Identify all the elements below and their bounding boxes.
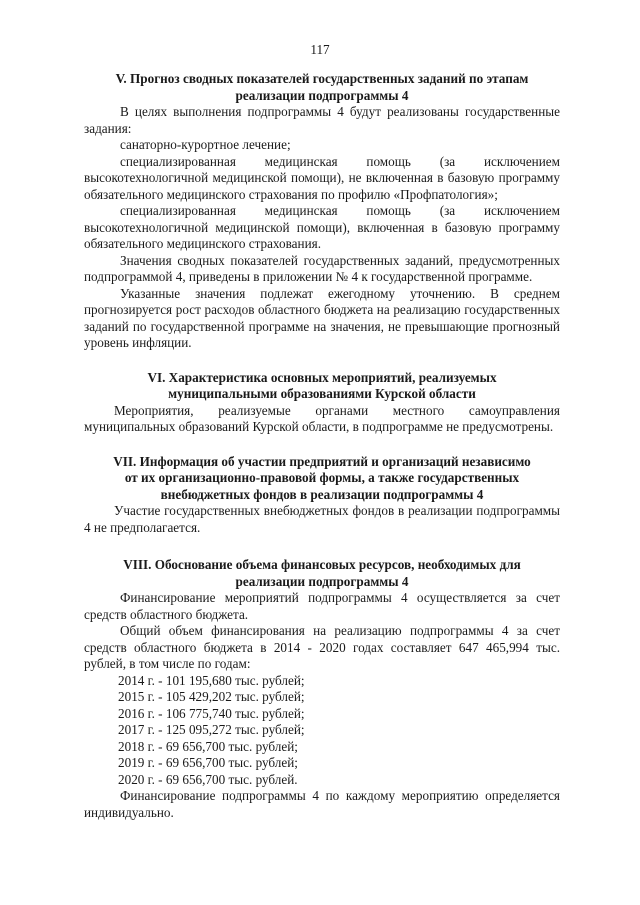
section-v-paragraph-5: Значения сводных показателей государственных заданий, предусмотренных подпрограммой 4, приведены в приложении № 4 к государственной программе.	[84, 252, 560, 284]
section-v-title-line-1: V. Прогноз сводных показателей государственных заданий по этапам	[115, 71, 529, 86]
section-v-paragraph-1: В целях выполнения подпрограммы 4 будут реализованы государственные задания:	[84, 104, 560, 136]
section-viii-paragraph-2: Общий объем финансирования на реализацию подпрограммы 4 за счет средств областного бюджета в 2014 - 2020 годах составляет 647 465,994 тыс. рублей, в том числе по годам:	[84, 623, 560, 671]
section-viii-paragraph-1: Финансирование мероприятий подпрограммы 4 осуществляется за счет средств областного бюджета.	[84, 590, 560, 622]
section-vi-paragraph-1: Мероприятия, реализуемые органами местного самоуправления муниципальных образований Курской области, в подпрограмме не предусмотрены.	[84, 402, 560, 434]
page-number: 117	[310, 42, 330, 57]
section-v-paragraph-6: Указанные значения подлежат ежегодному уточнению. В среднем прогнозируется рост расходов областного бюджета на реализацию государственных заданий по государственной программе на значения, не превышающие прогнозный уровень инфляции.	[84, 285, 560, 350]
section-vii-heading	[84, 454, 560, 504]
section-vii-title-line-1: VII. Информация об участии предприятий и организаций независимо	[113, 453, 531, 469]
funding-year-item: 2020 г. - 69 656,700 тыс. рублей.	[118, 771, 298, 787]
funding-year-item: 2017 г. - 125 095,272 тыс. рублей;	[118, 722, 305, 737]
section-v-title-line-2: реализации подпрограммы 4	[235, 87, 409, 103]
section-vii-title-line-3: внебюджетных фондов в реализации подпрограммы 4	[160, 486, 484, 502]
section-vi-title-line-1: VI. Характеристика основных мероприятий, реализуемых	[147, 369, 497, 385]
funding-year-item: 2016 г. - 106 775,740 тыс. рублей;	[118, 705, 305, 721]
section-vii-paragraph-1: Участие государственных внебюджетных фондов в реализации подпрограммы 4 не предполагается.	[84, 503, 560, 535]
section-v-paragraph-3: специализированная медицинская помощь (за исключением высокотехнологичной медицинской помощи), не включенная в базовую программу обязательного медицинского страхования по профилю «Профпатология»;	[84, 153, 560, 202]
section-vi-title-line-2: муниципальными образованиями Курской области	[168, 386, 476, 401]
funding-year-item: 2018 г. - 69 656,700 тыс. рублей;	[118, 738, 298, 754]
section-viii-title-line-2: реализации подпрограммы 4	[235, 573, 409, 589]
section-viii-title-line-1: VIII. Обоснование объема финансовых ресурсов, необходимых для	[123, 557, 521, 572]
page-content	[84, 71, 560, 821]
funding-year-item: 2019 г. - 69 656,700 тыс. рублей;	[118, 755, 298, 770]
funding-year-item: 2014 г. - 101 195,680 тыс. рублей;	[118, 672, 305, 688]
spacer	[84, 536, 560, 557]
section-v-heading	[84, 71, 560, 104]
spacer	[84, 436, 560, 454]
funding-year-item: 2015 г. - 105 429,202 тыс. рублей;	[118, 689, 305, 704]
section-v-paragraph-2: санаторно-курортное лечение;	[120, 137, 291, 152]
section-vii-title-line-2: от их организационно-правовой формы, а также государственных	[124, 470, 520, 485]
spacer	[84, 352, 560, 370]
section-viii-paragraph-3: Финансирование подпрограммы 4 по каждому мероприятию определяется индивидуально.	[84, 788, 560, 820]
section-viii-heading	[84, 557, 560, 590]
section-vi-heading	[84, 370, 560, 403]
section-v-paragraph-4: специализированная медицинская помощь (за исключением высокотехнологичной медицинской помощи), включенная в базовую программу обязательного медицинского страхования.	[84, 203, 560, 251]
funding-by-year-list	[84, 673, 560, 789]
